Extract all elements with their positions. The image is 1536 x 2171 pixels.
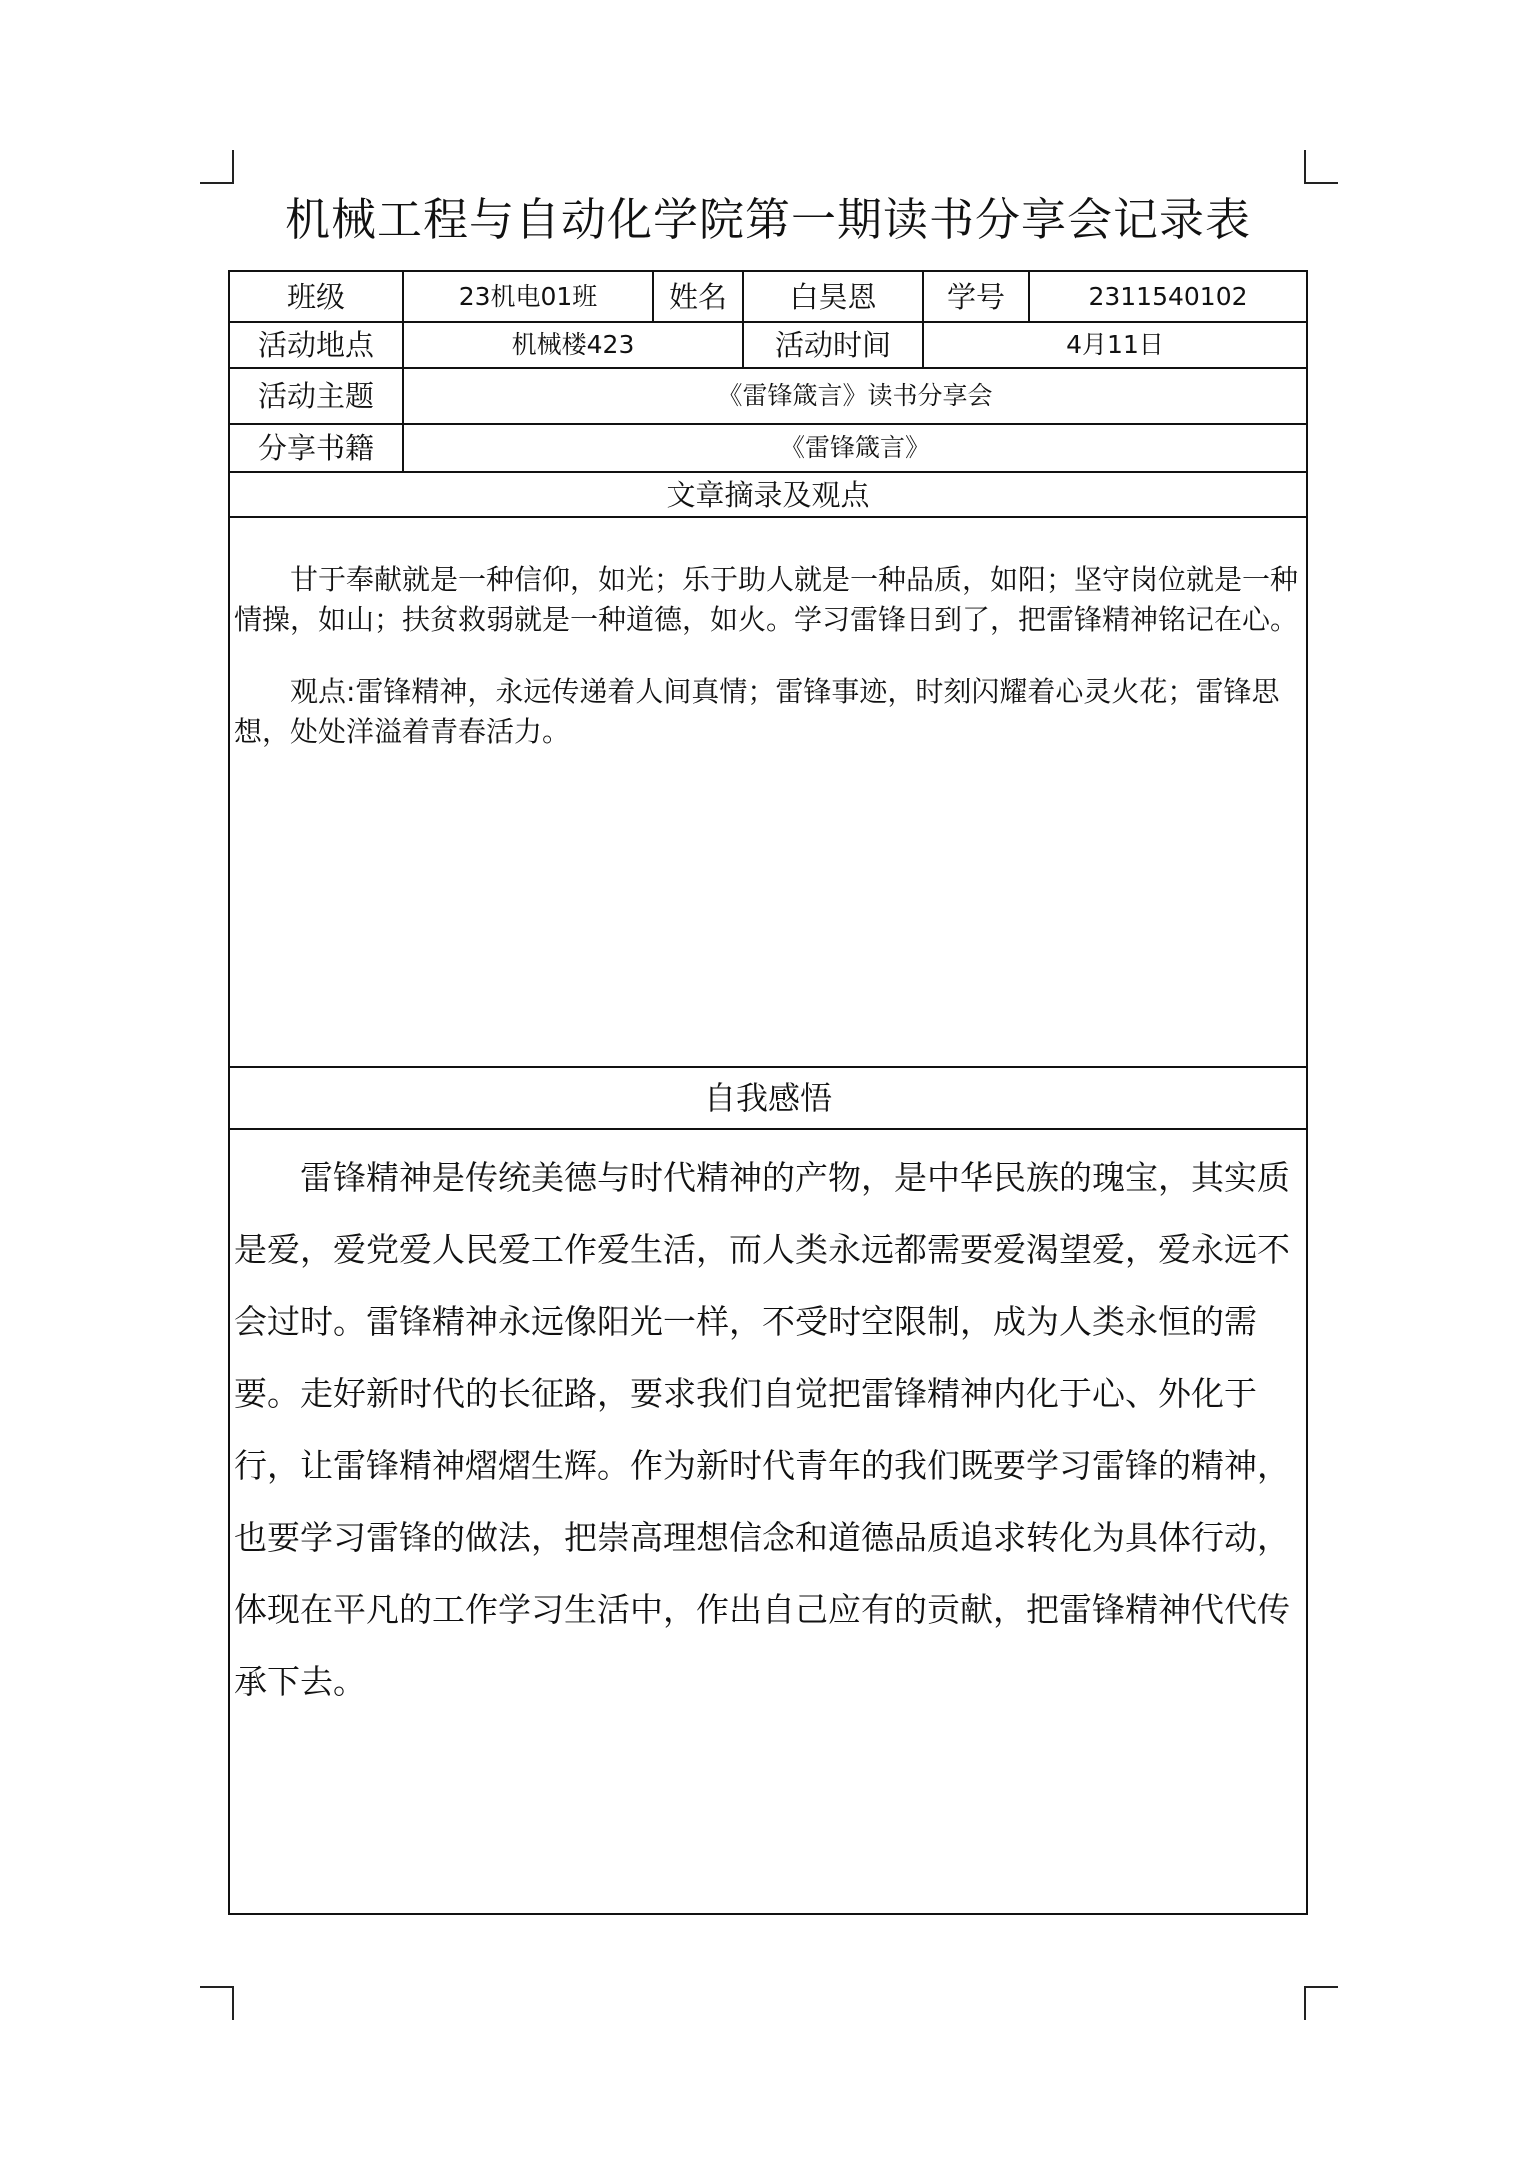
student-id-label: 学号: [924, 272, 1030, 323]
name-value: 白昊恩: [744, 272, 924, 323]
crop-mark-top-right: [1304, 150, 1338, 184]
time-value: 4月11日: [924, 323, 1306, 369]
record-form-table: [228, 270, 1308, 1915]
excerpt-paragraph: 甘于奉献就是一种信仰，如光；乐于助人就是一种品质，如阳；坚守岗位就是一种情操，如山；扶贫救弱就是一种道德，如火。学习雷锋日到了，把雷锋精神铭记在心。: [234, 563, 1299, 636]
document-title: 机械工程与自动化学院第一期读书分享会记录表: [284, 193, 1251, 246]
name-label: 姓名: [654, 272, 744, 323]
reflection-section: [230, 1130, 1306, 1718]
crop-mark-top-left: [200, 150, 234, 184]
theme-value: 《雷锋箴言》读书分享会: [404, 369, 1306, 425]
class-value: 23机电01班: [404, 272, 654, 323]
class-label: 班级: [230, 272, 404, 323]
place-value: 机械楼423: [404, 323, 744, 369]
reflection-heading: 自我感悟: [230, 1068, 1306, 1130]
theme-label: 活动主题: [230, 369, 404, 425]
time-label: 活动时间: [744, 323, 924, 369]
crop-mark-bottom-right: [1304, 1986, 1338, 2020]
place-label: 活动地点: [230, 323, 404, 369]
book-label: 分享书籍: [230, 425, 404, 473]
excerpt-section: [230, 518, 1306, 1068]
reflection-paragraph: 雷锋精神是传统美德与时代精神的产物，是中华民族的瑰宝，其实质是爱，爱党爱人民爱工作爱生活，而人类永远都需要爱渴望爱，爱永远不会过时。雷锋精神永远像阳光一样，不受时空限制，成为人类永恒的需要。走好新时代的长征路，要求我们自觉把雷锋精神内化于心、外化于行，让雷锋精神熠熠生辉。作为新时代青年的我们既要学习雷锋的精神，也要学习雷锋的做法，把崇高理想信念和道德品质追求转化为具体行动，体现在平凡的工作学习生活中，作出自己应有的贡献，把雷锋精神代代传承下去。: [234, 1158, 1290, 1701]
crop-mark-bottom-left: [200, 1986, 234, 2020]
excerpt-heading: 文章摘录及观点: [230, 473, 1306, 518]
book-value: 《雷锋箴言》: [404, 425, 1306, 473]
viewpoint-paragraph: 观点:雷锋精神，永远传递着人间真情；雷锋事迹，时刻闪耀着心灵火花；雷锋思想，处处洋溢着青春活力。: [234, 675, 1280, 748]
student-id-value: 2311540102: [1030, 272, 1306, 323]
